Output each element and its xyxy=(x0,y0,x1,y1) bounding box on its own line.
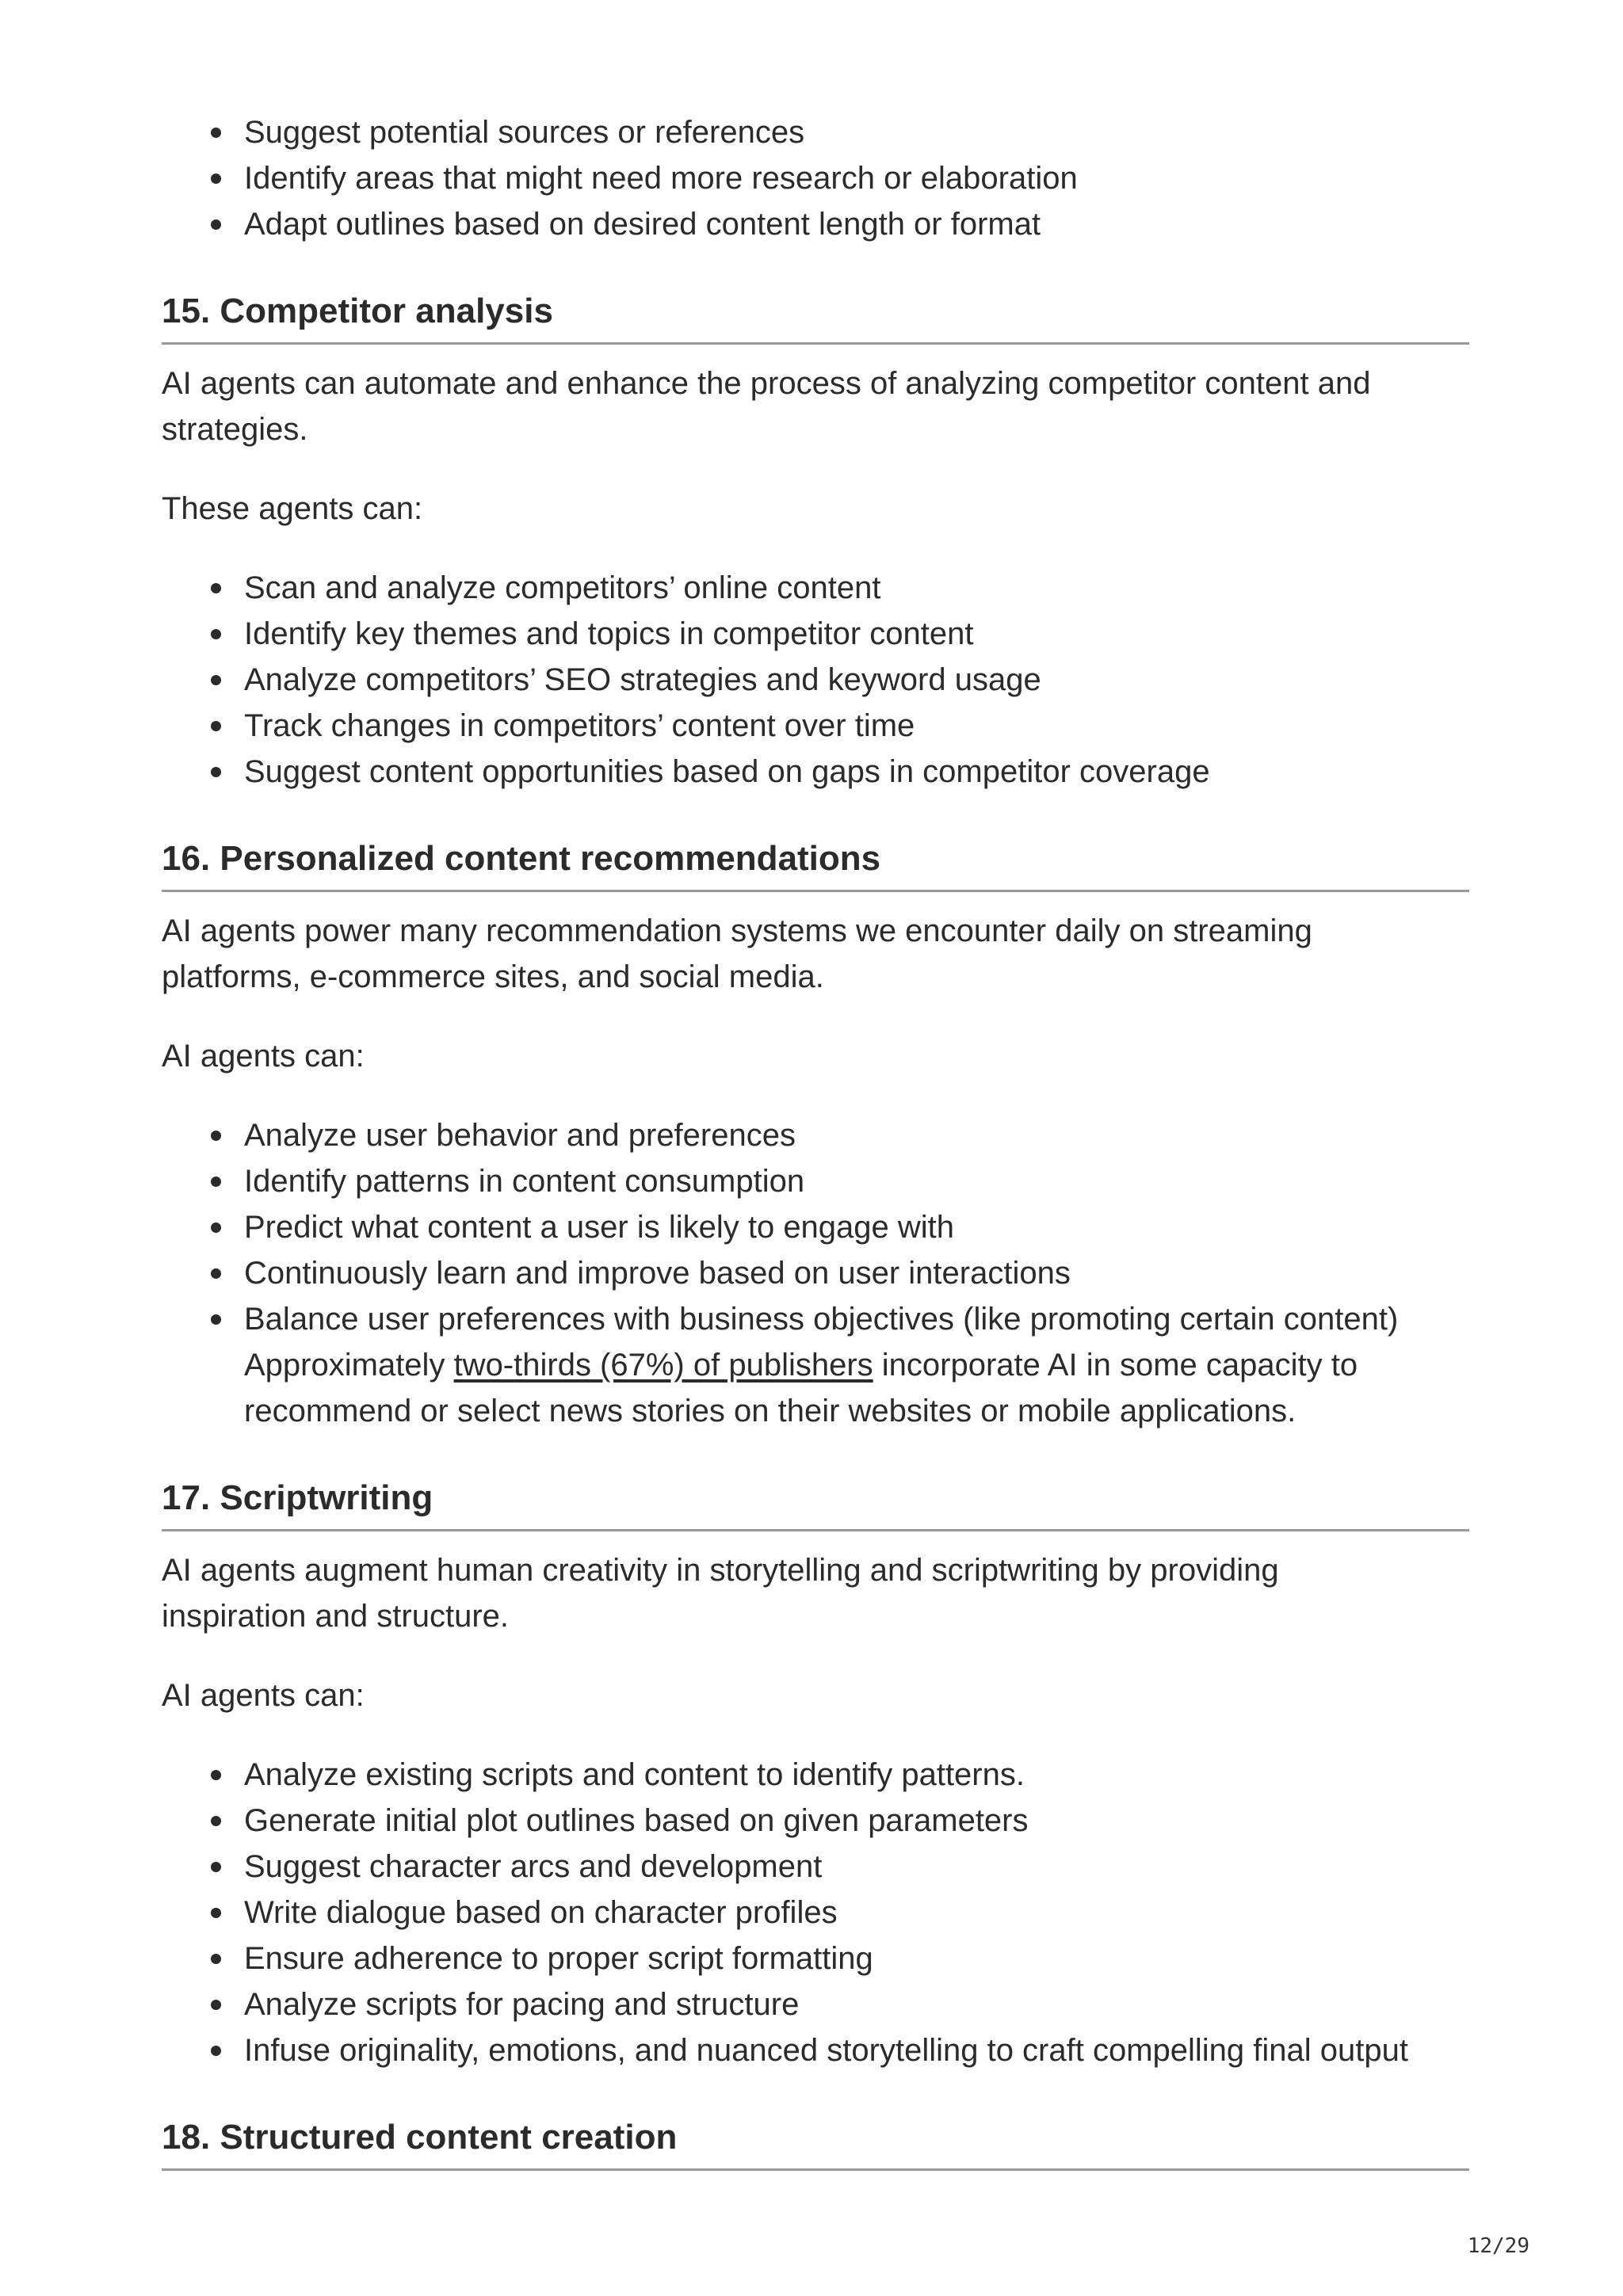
list-item: Suggest character arcs and development xyxy=(244,1844,1469,1890)
paragraph-line: inspiration and structure. xyxy=(162,1599,510,1634)
section-paragraph xyxy=(162,1547,1469,1639)
section-lead-in: AI agents can: xyxy=(162,1678,365,1713)
list-item: Track changes in competitors’ content over time xyxy=(244,703,1469,749)
list-item-line xyxy=(244,1342,1469,1388)
text-run: incorporate AI in some capacity to xyxy=(873,1348,1358,1383)
paragraph-line: AI agents power many recommendation systems we encounter daily on streaming xyxy=(162,913,1312,948)
list-item: Infuse originality, emotions, and nuanced storytelling to craft compelling final output xyxy=(244,2027,1469,2073)
list-item: Continuously learn and improve based on user interactions xyxy=(244,1250,1469,1296)
paragraph-line: strategies. xyxy=(162,412,308,447)
list-item: Adapt outlines based on desired content length or format xyxy=(244,201,1469,247)
paragraph-line: platforms, e-commerce sites, and social media. xyxy=(162,959,824,994)
section-lead-in: These agents can: xyxy=(162,491,423,526)
list-item: Suggest content opportunities based on gaps in competitor coverage xyxy=(244,749,1469,795)
recommendations-list xyxy=(162,1112,1469,1434)
section-paragraph xyxy=(162,360,1469,452)
list-item: Generate initial plot outlines based on given parameters xyxy=(244,1798,1469,1844)
section-heading-personalized-recommendations: 16. Personalized content recommendations xyxy=(162,836,1469,892)
list-item: Identify patterns in content consumption xyxy=(244,1158,1469,1204)
paragraph-line: AI agents augment human creativity in storytelling and scriptwriting by providing xyxy=(162,1553,1279,1588)
competitor-analysis-list xyxy=(162,565,1469,795)
section-lead-in: AI agents can: xyxy=(162,1039,365,1074)
section-heading-competitor-analysis: 15. Competitor analysis xyxy=(162,288,1469,345)
list-item: Analyze existing scripts and content to identify patterns. xyxy=(244,1752,1469,1798)
list-item: Identify key themes and topics in competitor content xyxy=(244,611,1469,657)
list-item: Predict what content a user is likely to engage with xyxy=(244,1204,1469,1250)
paragraph-line: AI agents can automate and enhance the process of analyzing competitor content and xyxy=(162,366,1371,401)
list-item-line: Balance user preferences with business objectives (like promoting certain content) xyxy=(244,1302,1399,1337)
list-item: Identify areas that might need more research or elaboration xyxy=(244,155,1469,201)
document-body xyxy=(162,109,1469,2171)
page-number: 12/29 xyxy=(1467,2234,1529,2258)
text-run: Approximately xyxy=(244,1348,454,1383)
list-item: Scan and analyze competitors’ online content xyxy=(244,565,1469,611)
list-item-line: recommend or select news stories on their websites or mobile applications. xyxy=(244,1394,1296,1428)
list-item xyxy=(244,1296,1469,1434)
list-item: Analyze user behavior and preferences xyxy=(244,1112,1469,1158)
scriptwriting-list xyxy=(162,1752,1469,2073)
intro-bullet-list xyxy=(162,109,1469,247)
list-item: Write dialogue based on character profiles xyxy=(244,1890,1469,1936)
section-heading-structured-content: 18. Structured content creation xyxy=(162,2115,1469,2171)
list-item: Analyze competitors’ SEO strategies and keyword usage xyxy=(244,657,1469,703)
section-heading-scriptwriting: 17. Scriptwriting xyxy=(162,1475,1469,1531)
list-item: Ensure adherence to proper script formatting xyxy=(244,1936,1469,1981)
publishers-statistic-link[interactable]: two-thirds (67%) of publishers xyxy=(453,1348,873,1383)
list-item: Suggest potential sources or references xyxy=(244,109,1469,155)
list-item: Analyze scripts for pacing and structure xyxy=(244,1981,1469,2027)
section-paragraph xyxy=(162,908,1469,1000)
